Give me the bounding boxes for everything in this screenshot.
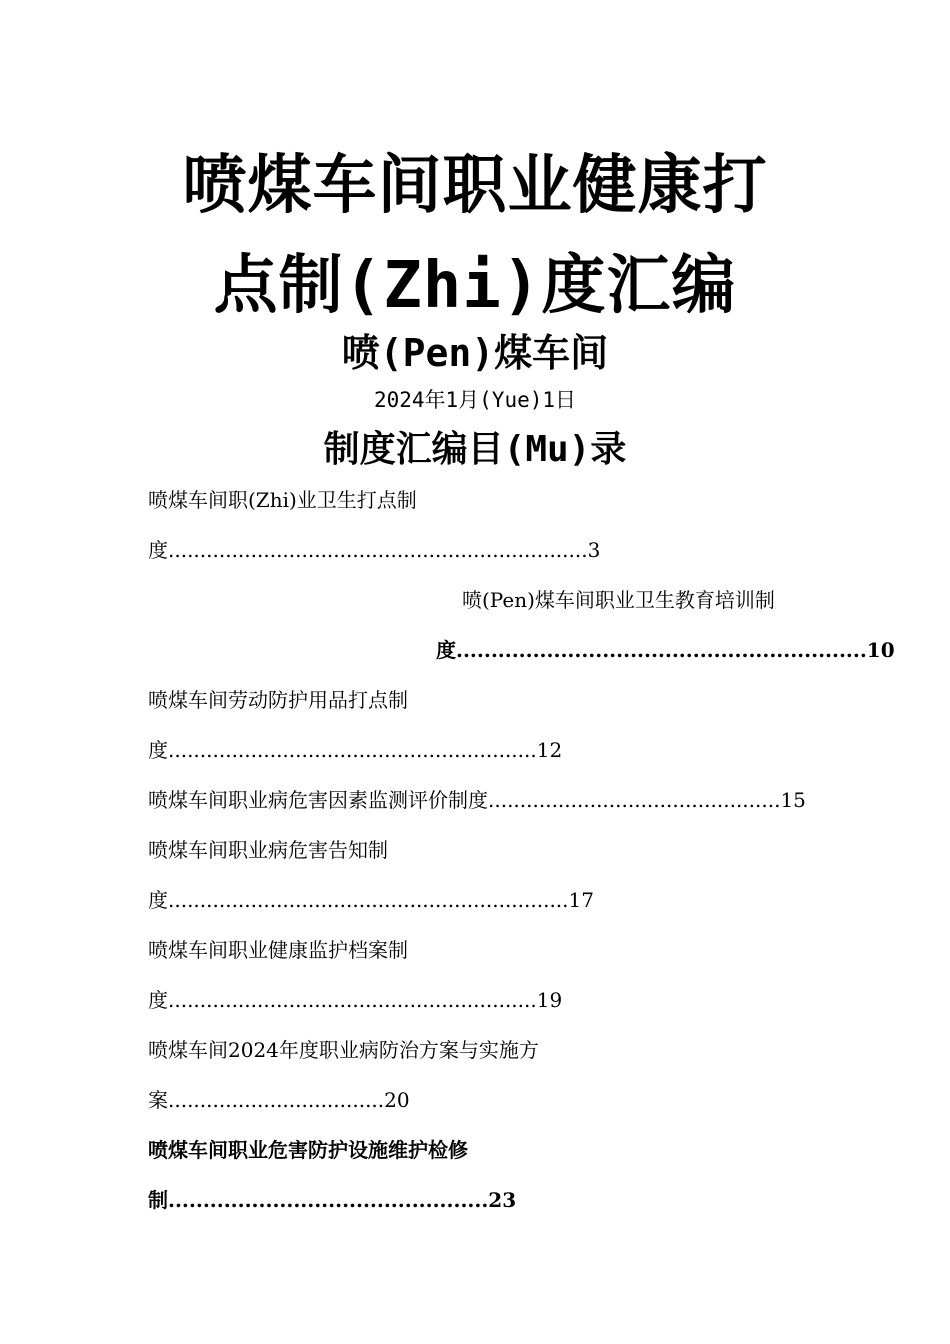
toc-entry-6-title[interactable]: 喷煤车间职业健康监护档案制	[148, 938, 408, 962]
toc-entry-2-title[interactable]: 喷(Pen)煤车间职业卫生教育培训制	[462, 588, 775, 612]
toc-entry-1-leader[interactable]: 度..................................................................3	[148, 538, 601, 562]
toc-entry-2-leader[interactable]: 度...........................................................10	[436, 638, 895, 662]
document-title-line-1: 喷煤车间职业健康打	[182, 149, 768, 223]
toc-entry-5-leader[interactable]: 度...............................................................17	[148, 888, 594, 912]
toc-entry-3-leader[interactable]: 度..........................................................12	[148, 738, 563, 762]
document-date: 2024年1月(Yue)1日	[373, 388, 577, 412]
toc-entry-7-title[interactable]: 喷煤车间2024年度职业病防治方案与实施方	[148, 1038, 539, 1062]
toc-heading: 制度汇编目(Mu)录	[323, 429, 627, 470]
toc-entry-6-leader[interactable]: 度..........................................................19	[148, 988, 563, 1012]
toc-entry-4[interactable]: 喷煤车间职业病危害因素监测评价制度..............................................15	[148, 788, 806, 812]
document-subtitle: 喷(Pen)煤车间	[341, 331, 609, 375]
toc-entry-3-title[interactable]: 喷煤车间劳动防护用品打点制	[148, 688, 408, 712]
toc-entry-1-title[interactable]: 喷煤车间职(Zhi)业卫生打点制	[148, 488, 417, 512]
toc-entry-8-title[interactable]: 喷煤车间职业危害防护设施维护检修	[148, 1138, 468, 1162]
toc-entry-7-leader[interactable]: 案..................................20	[148, 1088, 410, 1112]
document-title-line-2: 点制(Zhi)度汇编	[213, 249, 737, 323]
toc-entry-8-leader[interactable]: 制..............................................23	[148, 1188, 517, 1212]
toc-entry-5-title[interactable]: 喷煤车间职业病危害告知制	[148, 838, 388, 862]
